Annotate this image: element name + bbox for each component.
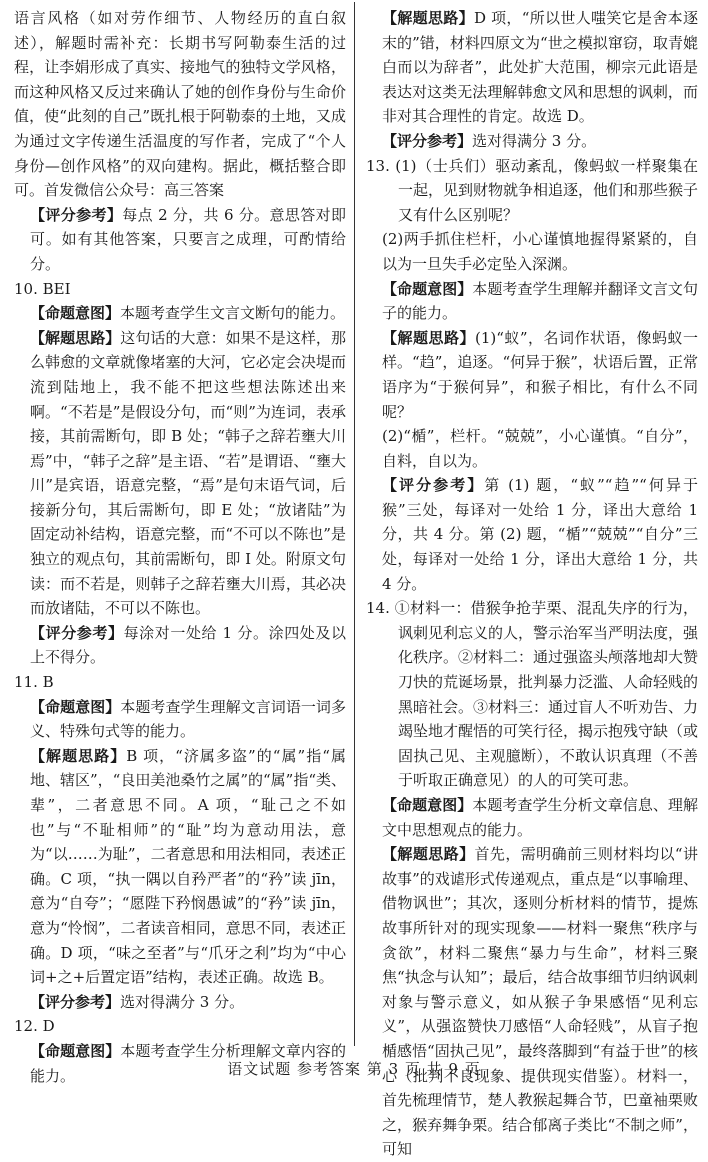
q10-thinking — [14, 326, 346, 621]
q13-answer-2: (2)两手抓住栏杆，小心谨慎地握得紧紧的，自以为一旦失手必定坠入深渊。 — [382, 230, 698, 273]
q14-think-text: 首先，需明确前三则材料均以“讲故事”的戏谑形式传递观点，重点是“以事喻理、借物讽世”；其次，逐则分析材料的情节，提炼故事所针对的现实现象——材料一聚焦“秩序与贪欲”，材料二聚焦“暴力与生命”，材料三聚焦“执念与认知”；最后，结合故事细节归纳讽刺对象与警示意义，如从猴子争果感悟“见利忘义”，从强盗赞快刀感悟“人命轻贱”，从盲子抱楯感悟“固执己见”，最终落脚到“有益于世”的核心（批判不良现象、提供现实借鉴）。材料一，首先梳理情节，楚人教猴起舞合节，巴童袖栗败之，猴弃舞争栗。结合郁离子类比“不制之师”，可知 — [382, 845, 698, 1159]
page-footer: 语文试题 参考答案 第 3 页 共 9 页 — [227, 1060, 481, 1078]
q10-score — [14, 621, 346, 670]
q13-answer-1 — [366, 154, 698, 228]
q9-score-tag: 【评分参考】 — [30, 205, 123, 224]
q10-intent-text: 本题考查学生文言文断句的能力。 — [120, 304, 346, 323]
q13-intent — [366, 277, 698, 326]
q14-answer-text: ①材料一：借猴争抢芋栗、混乱失序的行为，讽刺见利忘义的人，警示治军当严明法度，强化秩序。②材料二：通过强盗头颅落地却大赞刀快的荒诞场景，批判暴力泛滥、人命轻贱的黑暗社会。③材料三：通过盲人不听劝告、力竭坠地才醒悟的可笑行径，揭示抱残守缺（或固执己见、主观臆断），不敢认识真理（不善于听取正确意见）的人的可笑可悲。 — [394, 599, 699, 790]
q11-score — [14, 990, 346, 1015]
q14-answer — [366, 596, 698, 793]
q12-score-text: 选对得满分 3 分。 — [472, 131, 597, 150]
q14-intent-tag: 【命题意图】 — [382, 796, 473, 814]
q12-thinking — [366, 6, 698, 129]
right-column — [366, 6, 698, 1162]
q12-think-text: D 项，“所以世人嗤笑它是舍本逐末的”错，材料四原文为“世之模拟窜窃，取青媲白而以为辞者”，此处扩大范围，柳宗元此语是表达对这类无法理解韩愈文风和思想的讽刺，而非对其合理性的肯定。故选 D。 — [382, 9, 698, 126]
q11-score-tag: 【评分参考】 — [30, 992, 121, 1011]
q13-answer-1-text: (1)（士兵们）驱动紊乱，像蚂蚁一样聚集在一起，见到财物就争相追逐，他们和那些猴子又有什么区别呢？ — [395, 156, 699, 224]
q11-thinking — [14, 744, 346, 990]
q13-intent-text: 本题考查学生理解并翻译文言文句子的能力。 — [382, 279, 698, 323]
q13-score — [366, 473, 698, 596]
q12-intent-tag: 【命题意图】 — [30, 1041, 121, 1060]
q14-intent-text: 本题考查学生分析文章信息、理解文中思想观点的能力。 — [382, 796, 698, 839]
q14-think-tag: 【解题思路】 — [382, 845, 475, 864]
q12-score — [366, 129, 698, 154]
q10-think-tag: 【解题思路】 — [30, 328, 121, 347]
q10-intent-tag: 【命题意图】 — [30, 304, 121, 323]
q9-score — [14, 203, 346, 277]
q12-number: 12. D — [14, 1017, 55, 1036]
q10-number: 10. BEI — [14, 279, 71, 298]
q11-think-text: B 项，“济属多盗”的“属”指“属地、辖区”，“良田美池桑竹之属”的“属”指“类、辈”，二者意思不同。A 项，“耻己之不如也”与“不耻相师”的“耻”均为意动用法，意为“以……为耻”，二者意思和用法相同，表述正确。C 项，“执一隅以自矜严者”的“矜”读 jīn，意为“自夸”；“愿陛下矜悯愚诚”的“矜”读 jīn，意为“怜悯”，二者读音相同，意思不同，表述正确。D 项，“味之至者”与“爪牙之利”均为“中心词+之+后置定语”结构，表述正确。故选 B。 — [30, 746, 347, 987]
q14-thinking — [366, 842, 698, 1162]
q10-intent — [14, 301, 346, 326]
q12-score-tag: 【评分参考】 — [382, 131, 473, 150]
q13-thinking — [366, 326, 698, 424]
q12-think-tag: 【解题思路】 — [382, 9, 474, 27]
left-column — [14, 6, 346, 1088]
q10-think-text: 这句话的大意：如果不是这样，那么韩愈的文章就像堵塞的大河，它必定会决堤而流到陆地上，我不能不把这些想法陈述出来啊。“不若是”是假设分句，而“则”为连词，表承接，其前需断句，即 B 处；“韩子之辞若壅大川焉”中，“韩子之辞”是主语、“若”是谓语、“壅大川”是宾语，语意完整，“焉”是句末语气词，后接新分句，其后需断句，即 E 处；“放诸陆”为固定动补结构，语意完整，而“不可以不陈也”是独立的观点句，其前需断句，即 I 处。附原文句读：而不若是，则韩子之辞若壅大川焉，其必决而放诸陆，不可以不陈也。 — [30, 328, 347, 618]
q10-score-text: 每涂对一处给 1 分。涂四处及以上不得分。 — [30, 623, 346, 667]
q13-score-tag: 【评分参考】 — [382, 476, 485, 495]
q14-number: 14. — [366, 599, 390, 618]
q12-intent-text: 本题考查学生分析理解文章内容的能力。 — [30, 1041, 346, 1085]
q13-score-text: 第 (1) 题，“蚁”“趋”“何异于猴”三处，每译对一处给 1 分，译出大意给 1 分，共 4 分。第 (2) 题，“楯”“兢兢”“自分”三处，每译对一处给 1 分，译出大意给 1 分，共 4 分。 — [382, 476, 698, 593]
q13-think-tag: 【解题思路】 — [382, 328, 475, 347]
q14-intent — [366, 793, 698, 842]
q11-score-text: 选对得满分 3 分。 — [120, 992, 245, 1011]
q11-think-tag: 【解题思路】 — [30, 746, 127, 765]
q9-score-text: 每点 2 分，共 6 分。意思答对即可。如有其他答案，只要言之成理，可酌情给分。 — [30, 205, 346, 273]
q10-score-tag: 【评分参考】 — [30, 623, 124, 642]
q13-thinking-2: (2)“楯”，栏杆。“兢兢”，小心谨慎。“自分”，自料，自以为。 — [382, 427, 698, 470]
q13-think-text-1: (1)“蚁”，名词作状语，像蚂蚁一样。“趋”，追逐。“何异于猴”，状语后置，正常语序为“于猴何异”，和猴子相比，有什么不同呢？ — [382, 328, 698, 421]
q9-continuation: 语言风格（如对劳作细节、人物经历的直白叙述），解题时需补充：长期书写阿勒泰生活的过程，让李娟形成了真实、接地气的独特文学风格，而这种风格又反过来确认了她的创作身份与生命价值，使“此刻的自己”既扎根于阿勒泰的土地，又成为通过文字传递生活温度的写作者，完成了“个人身份—创作风格”的双向建构。据此，概括整合即可。首发微信公众号：高三答案 — [14, 9, 346, 200]
q13-intent-tag: 【命题意图】 — [382, 279, 473, 298]
q11-intent-tag: 【命题意图】 — [30, 697, 121, 716]
q11-intent-text: 本题考查学生理解文言词语一词多义、特殊句式等的能力。 — [30, 697, 346, 741]
q11-intent — [14, 695, 346, 744]
q11-number: 11. B — [14, 673, 54, 692]
column-divider — [354, 2, 355, 1046]
q13-number: 13. — [366, 156, 390, 175]
